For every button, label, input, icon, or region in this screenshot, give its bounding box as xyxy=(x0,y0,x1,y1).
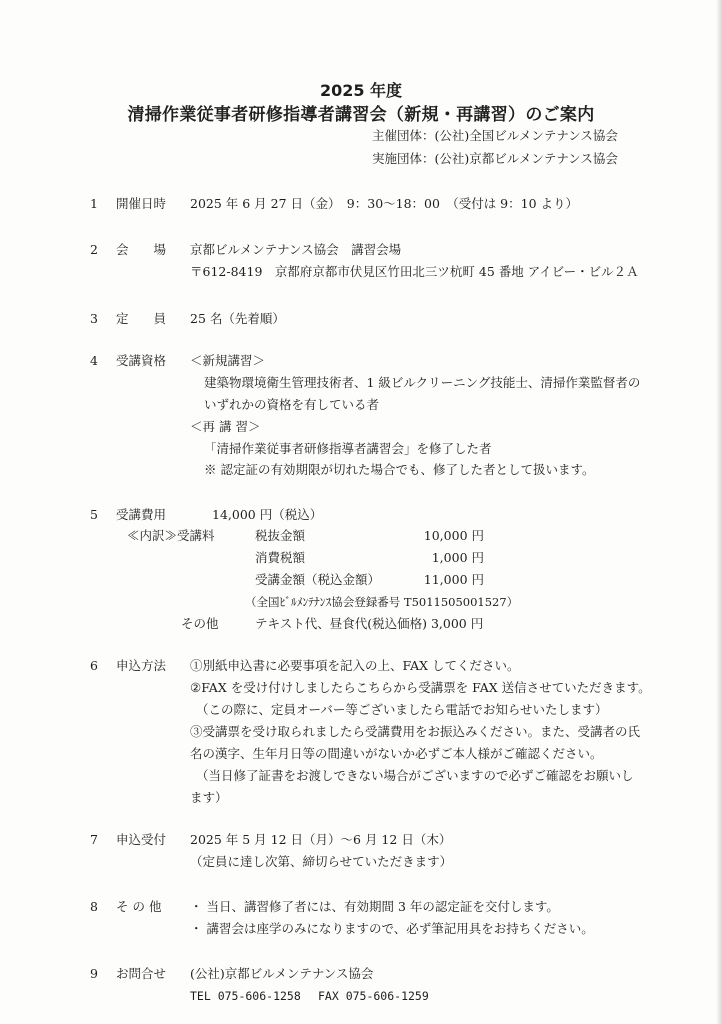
section-1-number: 1 xyxy=(90,196,98,211)
year-title: 2025 年度 xyxy=(319,81,403,100)
section-7-number: 7 xyxy=(90,832,98,847)
other-info-bullet: ・ 講習会は座学のみになりますので、必ず筆記用具をお持ちください。 xyxy=(190,921,594,936)
contact-tel: TEL 075-606-1258 xyxy=(190,989,301,1003)
main-title: 清掃作業従事者研修指導者講習会（新規・再講習）のご案内 xyxy=(127,105,595,125)
section-3-number: 3 xyxy=(90,311,98,326)
other-cost-text: テキスト代、昼食代(税込価格) 3,000 円 xyxy=(255,616,484,631)
fee-row-name: 税抜金額 xyxy=(255,528,306,543)
page-edge-shadow xyxy=(716,0,722,1024)
section-6-label: 申込方法 xyxy=(116,658,167,673)
application-step: ます） xyxy=(190,790,228,805)
fee-row-amount: 11,000 円 xyxy=(423,572,484,587)
fee-row-name: 消費税額 xyxy=(255,550,306,565)
section-9-number: 9 xyxy=(90,966,98,981)
section-2-label: 会 場 xyxy=(116,242,167,257)
fee-breakdown-label: ≪内訳≫受講料 xyxy=(127,528,215,543)
registration-number: （全国ﾋﾞﾙﾒﾝﾃﾅﾝｽ協会登録番号 T5011505001527） xyxy=(245,595,519,609)
section-4-label: 受講資格 xyxy=(116,353,167,368)
section-2-number: 2 xyxy=(90,242,98,257)
section-6-number: 6 xyxy=(90,658,98,673)
implementer-line: 実施団体：(公社)京都ビルメンテナンス協会 xyxy=(372,151,618,166)
re-course-requirement: 「清掃作業従事者研修指導者講習会」を修了した者 xyxy=(204,441,492,456)
capacity-text: 25 名（先着順） xyxy=(190,311,285,326)
application-step: ②FAX を受け付けしましたらこちらから受講票を FAX 送信させていただきます。 xyxy=(190,680,651,695)
section-9-label: お問合せ xyxy=(116,966,167,981)
new-course-requirement-2: いずれかの資格を有している者 xyxy=(204,397,380,412)
new-course-heading: ＜新規講習＞ xyxy=(190,353,266,368)
section-5-number: 5 xyxy=(90,507,98,522)
section-3-label: 定 員 xyxy=(116,311,167,326)
fee-row-name: 受講金額（税込金額） xyxy=(255,572,381,587)
other-info-bullet: ・ 当日、講習修了者には、有効期間 3 年の認定証を交付します。 xyxy=(190,899,559,914)
application-step: ①別紙申込書に必要事項を記入の上、FAX してください。 xyxy=(190,658,520,673)
section-1-text: 2025 年 6 月 27 日（金） 9：30〜18：00 （受付は 9：10 より） xyxy=(190,196,579,211)
organizer-line: 主催団体：(公社)全国ビルメンテナンス協会 xyxy=(372,128,618,143)
section-8-label: そ の 他 xyxy=(116,899,162,914)
section-4-number: 4 xyxy=(90,353,98,368)
section-1-label: 開催日時 xyxy=(116,196,167,211)
other-cost-label: その他 xyxy=(181,616,219,631)
section-7-label: 申込受付 xyxy=(116,832,167,847)
re-course-heading: ＜再 講 習＞ xyxy=(190,419,261,434)
fee-row-amount: 1,000 円 xyxy=(431,550,484,565)
fee-row-amount: 10,000 円 xyxy=(423,528,484,543)
venue-name: 京都ビルメンテナンス協会 講習会場 xyxy=(190,242,402,257)
application-step: 名の漢字、生年月日等の間違いがないか必ずご本人様がご確認ください。 xyxy=(190,746,603,761)
fee-total: 14,000 円（税込） xyxy=(212,507,323,522)
section-5-label: 受講費用 xyxy=(116,507,167,522)
section-8-number: 8 xyxy=(90,899,98,914)
application-step: （この際に、定員オーバー等ございましたら電話でお知らせいたします） xyxy=(196,702,608,717)
application-period-note: （定員に達し次第、締切らせていただきます） xyxy=(190,854,453,869)
contact-organization: (公社)京都ビルメンテナンス協会 xyxy=(190,966,374,981)
application-step: ③受講票を受け取られましたら受講費用をお振込みください。また、受講者の氏 xyxy=(190,724,641,739)
new-course-requirement-1: 建築物環境衛生管理技術者、1 級ビルクリーニング技能士、清掃作業監督者の xyxy=(204,375,641,390)
application-step: （当日修了証書をお渡しできない場合がございますので必ずご確認をお願いし xyxy=(196,768,634,783)
re-course-note: ※ 認定証の有効期限が切れた場合でも、修了した者として扱います。 xyxy=(204,462,595,477)
contact-fax: FAX 075-606-1259 xyxy=(318,989,429,1003)
application-period: 2025 年 5 月 12 日（月）〜6 月 12 日（木） xyxy=(190,832,452,847)
venue-address: 〒612-8419 京都府京都市伏見区竹田北三ツ杭町 45 番地 アイビー・ビル２Ａ xyxy=(190,264,639,279)
